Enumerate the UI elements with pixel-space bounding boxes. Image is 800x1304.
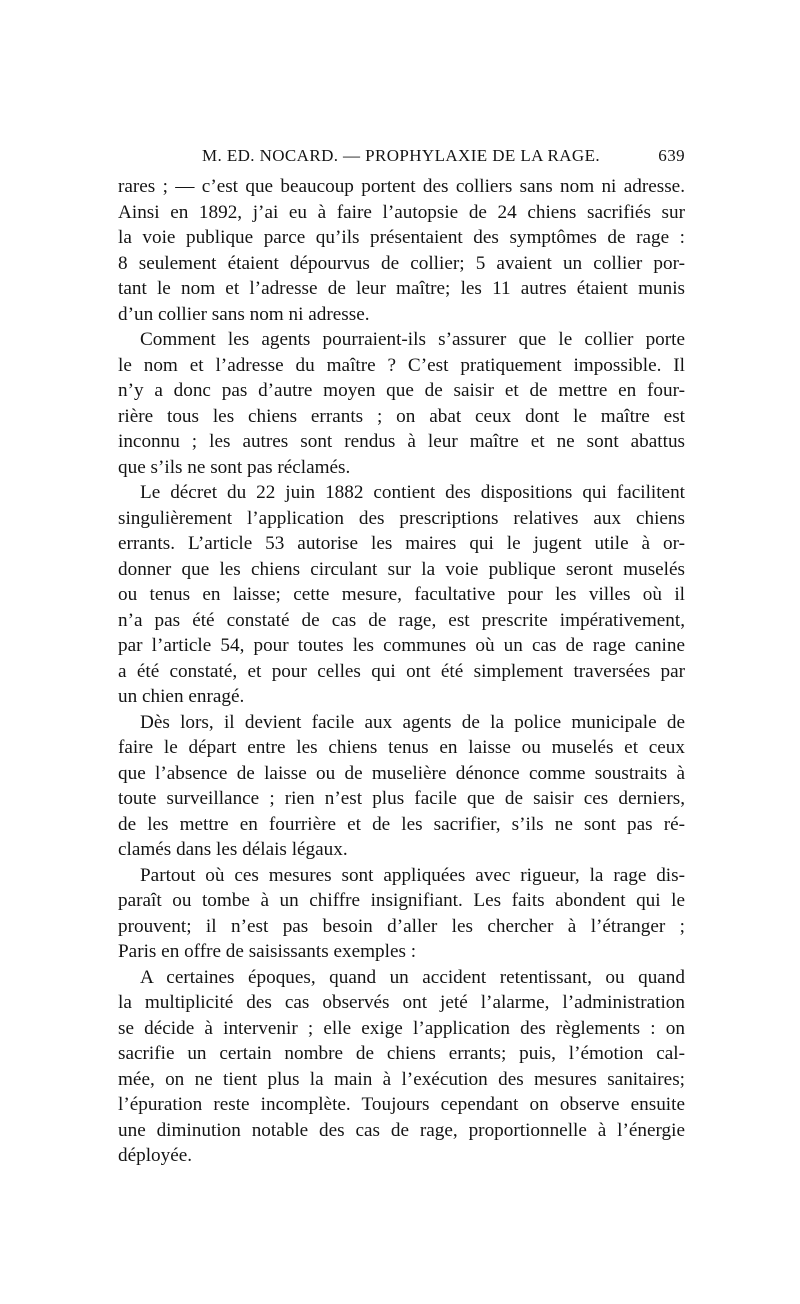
text-line: que l’absence de laisse ou de muselière dénonce comme soustraits à xyxy=(118,762,685,784)
body-text xyxy=(118,174,685,1169)
text-line: se décide à intervenir ; elle exige l’application des règlements : on xyxy=(118,1017,685,1039)
text-line: Dès lors, il devient facile aux agents de la police municipale de xyxy=(140,711,685,733)
text-line: un chien enragé. xyxy=(118,686,245,707)
text-line: donner que les chiens circulant sur la voie publique seront muselés xyxy=(118,558,685,580)
text-line: a été constaté, et pour celles qui ont été simplement traversées par xyxy=(118,660,685,682)
text-line: n’a pas été constaté de cas de rage, est prescrite impérativement, xyxy=(118,609,685,631)
text-line: l’épuration reste incomplète. Toujours cependant on observe ensuite xyxy=(118,1094,685,1115)
text-line: Ainsi en 1892, j’ai eu à faire l’autopsie de 24 chiens sacrifiés sur xyxy=(118,201,685,223)
text-line: sacrifie un certain nombre de chiens errants; puis, l’émotion cal- xyxy=(118,1043,685,1064)
text-line: une diminution notable des cas de rage, proportionnelle à l’énergie xyxy=(118,1119,685,1141)
text-line: que s’ils ne sont pas réclamés. xyxy=(118,456,351,478)
text-line: Paris en offre de saisissants exemples : xyxy=(118,941,417,962)
text-line: rière tous les chiens errants ; on abat ceux dont le maître est xyxy=(118,405,685,427)
running-head xyxy=(118,142,685,172)
text-line: errants. L’article 53 autorise les maires qui le jugent utile à or- xyxy=(118,533,685,554)
text-line: rares ; — c’est que beaucoup portent des colliers sans nom ni adresse. xyxy=(118,176,685,197)
text-line: paraît ou tombe à un chiffre insignifiant. Les faits abondent qui le xyxy=(118,890,685,911)
text-line: clamés dans les délais légaux. xyxy=(118,839,348,860)
text-line: le nom et l’adresse du maître ? C’est pratiquement impossible. Il xyxy=(118,354,685,376)
text-line: singulièrement l’application des prescriptions relatives aux chiens xyxy=(118,507,685,529)
text-line: de les mettre en fourrière et de les sacrifier, s’ils ne sont pas ré- xyxy=(118,813,685,835)
text-line: tant le nom et l’adresse de leur maître; les 11 autres étaient munis xyxy=(118,278,685,299)
text-line: la multiplicité des cas observés ont jeté l’alarme, l’administration xyxy=(118,992,685,1013)
text-line: mée, on ne tient plus la main à l’exécution des mesures sanitaires; xyxy=(118,1068,685,1090)
running-title: M. ED. NOCARD. — PROPHYLAXIE DE LA RAGE. xyxy=(202,146,601,165)
text-line: A certaines époques, quand un accident retentissant, ou quand xyxy=(140,966,685,988)
text-line: par l’article 54, pour toutes les communes où un cas de rage canine xyxy=(118,635,685,656)
text-line: déployée. xyxy=(118,1145,193,1166)
page-number: 639 xyxy=(658,146,685,165)
text-line: Le décret du 22 juin 1882 contient des dispositions qui facilitent xyxy=(140,482,685,503)
text-line: 8 seulement étaient dépourvus de collier; 5 avaient un collier por- xyxy=(118,252,685,274)
text-line: n’y a donc pas d’autre moyen que de saisir et de mettre en four- xyxy=(118,380,685,401)
text-line: prouvent; il n’est pas besoin d’aller les chercher à l’étranger ; xyxy=(118,915,685,937)
text-line: Partout où ces mesures sont appliquées avec rigueur, la rage dis- xyxy=(140,864,685,886)
text-line: toute surveillance ; rien n’est plus facile que de saisir ces derniers, xyxy=(118,788,685,809)
text-line: ou tenus en laisse; cette mesure, facultative pour les villes où il xyxy=(118,584,685,605)
text-line: inconnu ; les autres sont rendus à leur maître et ne sont abattus xyxy=(118,431,685,452)
text-line: faire le départ entre les chiens tenus en laisse ou muselés et ceux xyxy=(118,737,685,758)
text-line: la voie publique parce qu’ils présentaient des symptômes de rage : xyxy=(118,227,685,248)
text-line: Comment les agents pourraient-ils s’assurer que le collier porte xyxy=(140,329,685,350)
text-line: d’un collier sans nom ni adresse. xyxy=(118,303,370,325)
